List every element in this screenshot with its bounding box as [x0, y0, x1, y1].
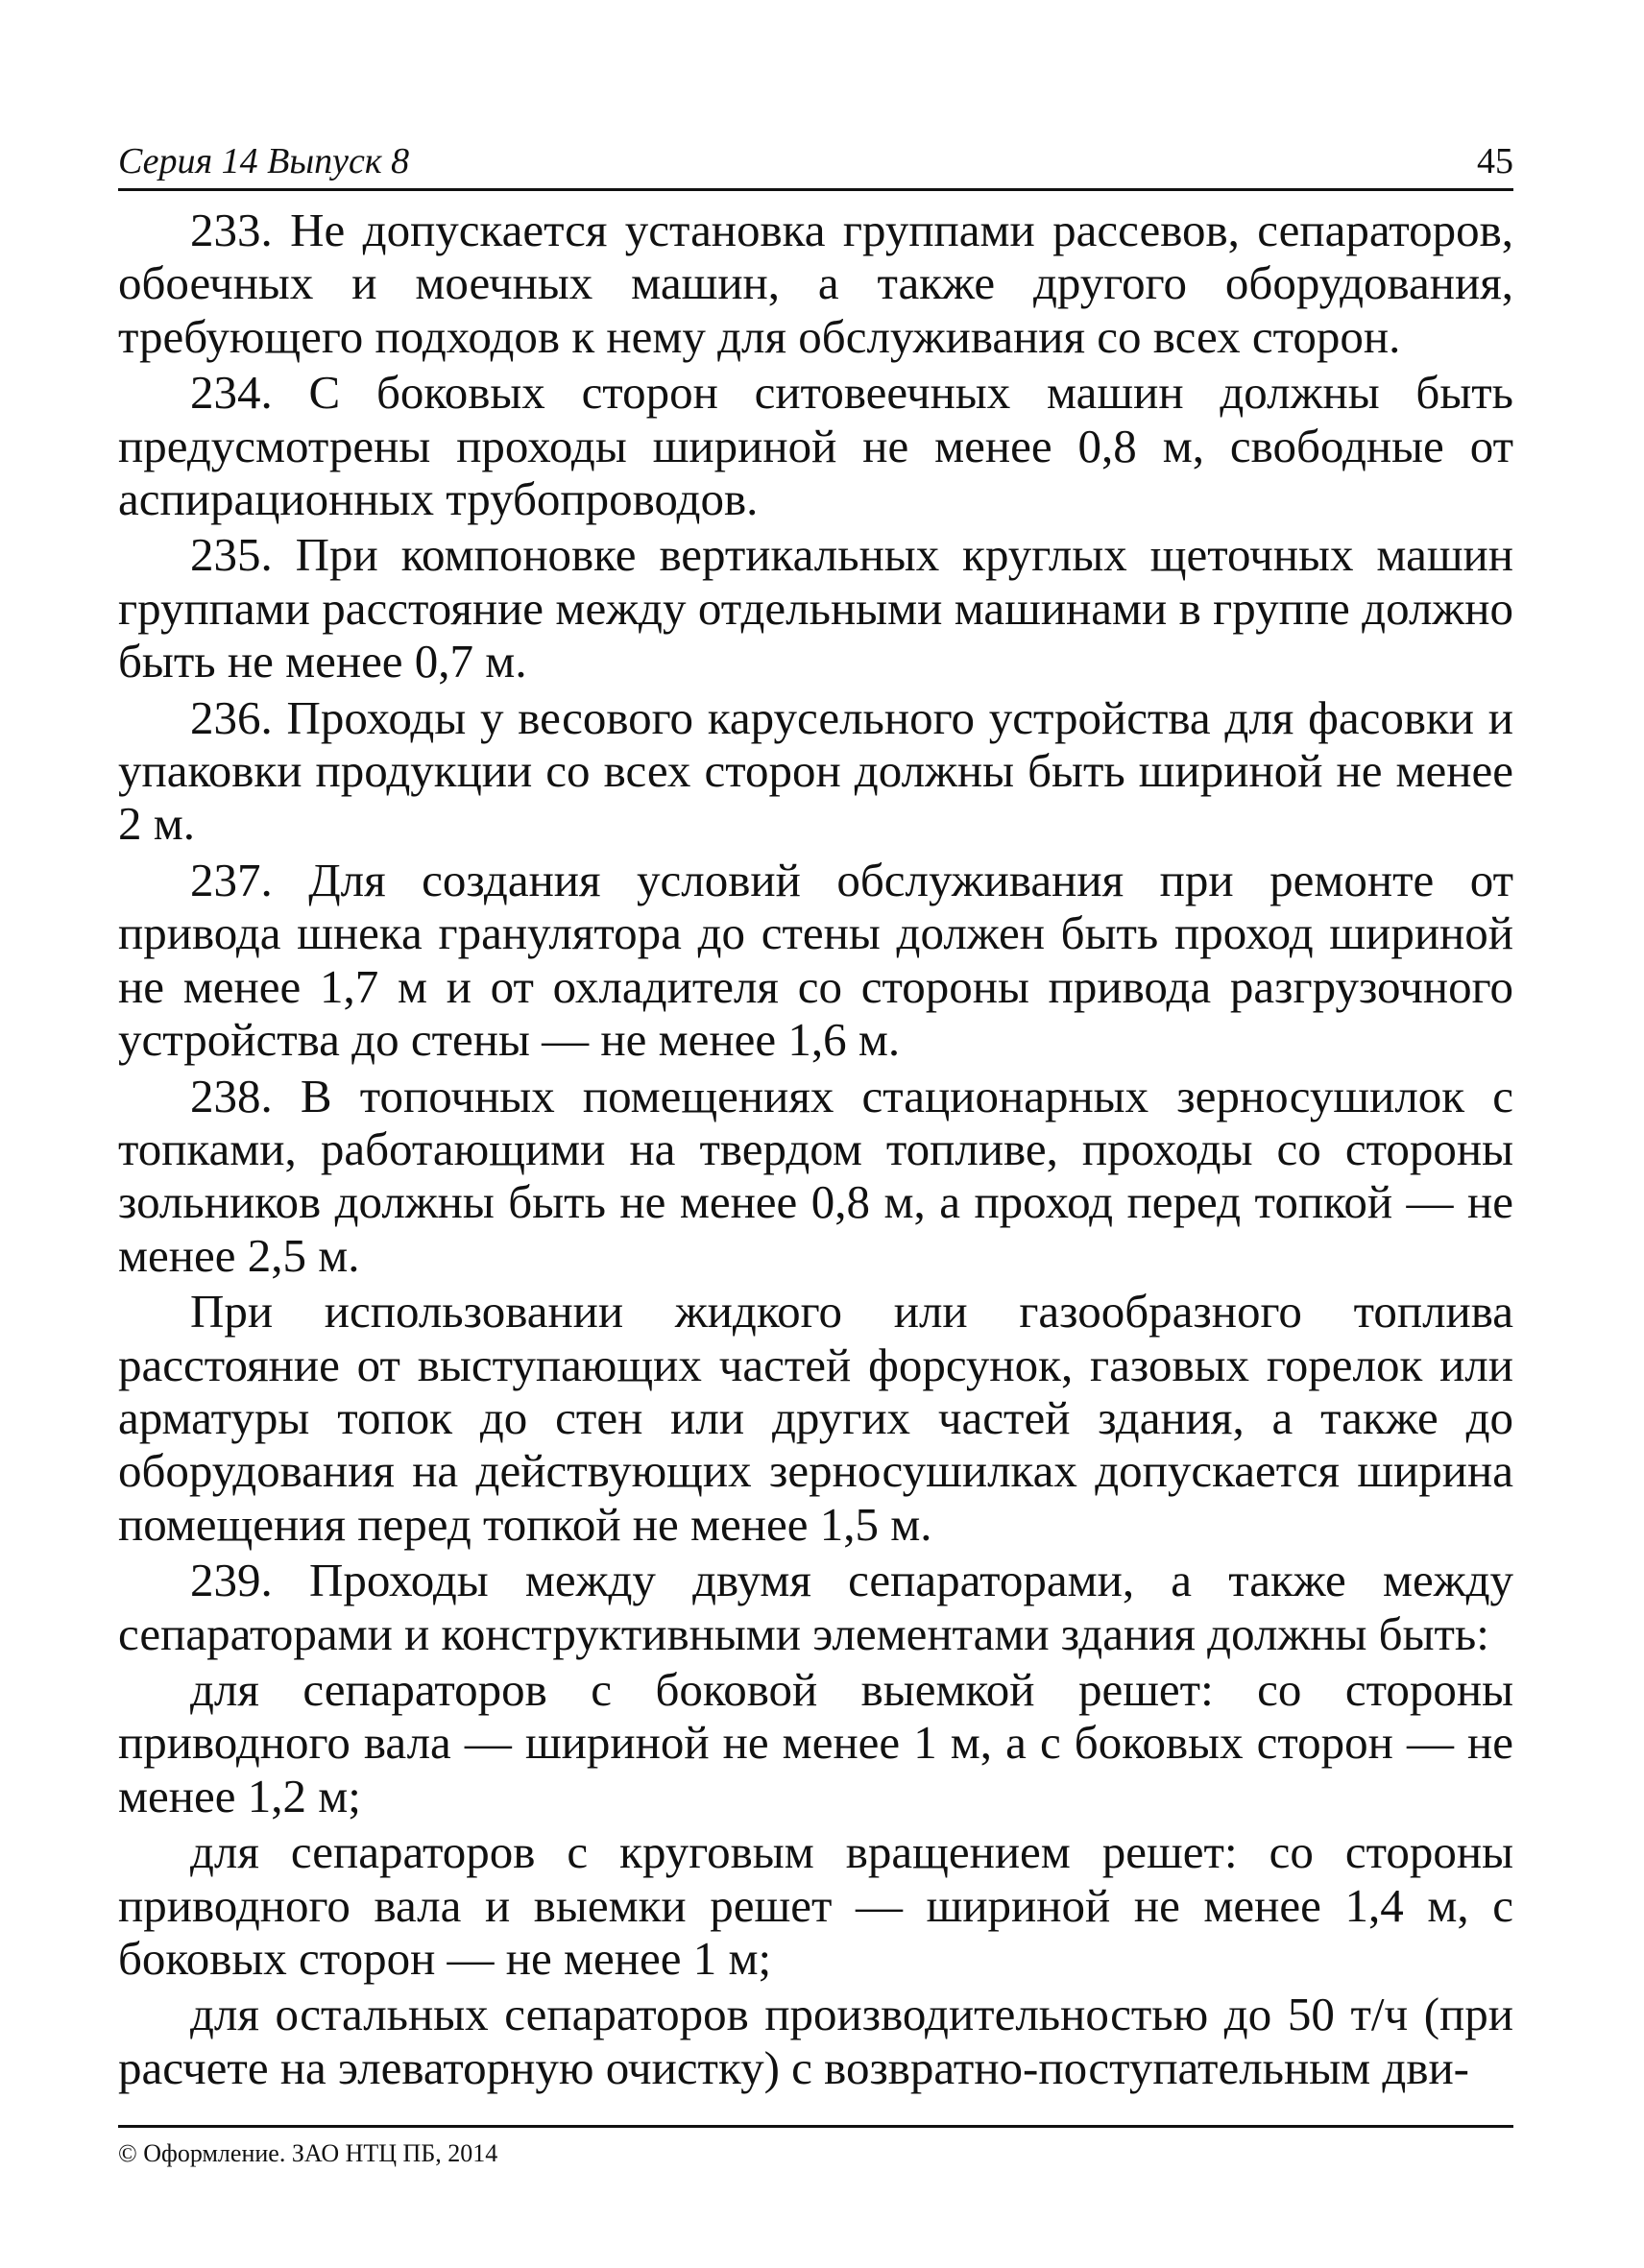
paragraph-238: 238. В топочных помещениях стационарных зерносушилок с топками, работающими на твердом топливе, проходы со стороны зольников должны быть не менее 0,8 м, а проход перед топкой — не менее 2,5 м. — [118, 1069, 1513, 1282]
paragraph-236: 236. Проходы у весового карусельного устройства для фасовки и упаковки продукции со всех сторон должны быть шириной не менее 2 м. — [118, 690, 1513, 851]
paragraph-237: 237. Для создания условий обслуживания при ремонте от привода шнека гранулятора до стены должен быть проход шириной не менее 1,7 м и от охладителя со стороны привода разгрузочного устройства до стены — не менее 1,6 м. — [118, 853, 1513, 1067]
list-item-other-separators: для остальных сепараторов производительностью до 50 т/ч (при расчете на элеваторную очистку) с возвратно-поступательным дви- — [118, 1988, 1513, 2094]
paragraph-238-fuel: При использовании жидкого или газообразного топлива расстояние от выступающих частей форсунок, газовых горелок или арматуры топок до стен или других частей здания, а также до оборудования на действующих зерносушилках допускается ширина помещения перед топкой не менее 1,5 м. — [118, 1285, 1513, 1551]
page-footer — [118, 2125, 1513, 2168]
list-item-circular-rotation: для сепараторов с круговым вращением решет: со стороны приводного вала и выемки решет — шириной не менее 1,4 м, с боковых сторон — не менее 1 м; — [118, 1825, 1513, 1985]
paragraph-235: 235. При компоновке вертикальных круглых щеточных машин группами расстояние между отдельными машинами в группе должно быть не менее 0,7 м. — [118, 528, 1513, 688]
copyright-notice: © Оформление. ЗАО НТЦ ПБ, 2014 — [118, 2139, 498, 2167]
paragraph-234: 234. С боковых сторон ситовеечных машин должны быть предусмотрены проходы шириной не менее 0,8 м, свободные от аспирационных трубопроводов. — [118, 366, 1513, 526]
page-header — [118, 141, 1513, 191]
list-item-side-removal: для сепараторов с боковой выемкой решет: со стороны приводного вала — шириной не менее 1 м, а с боковых сторон — не менее 1,2 м; — [118, 1662, 1513, 1822]
paragraph-233: 233. Не допускается установка группами рассевов, сепараторов, обоечных и моечных машин, а также другого оборудования, требующего подходов к нему для обслуживания со всех сторон. — [118, 204, 1513, 363]
page-number: 45 — [1477, 141, 1513, 181]
series-title: Серия 14 Выпуск 8 — [118, 141, 410, 181]
page-body — [118, 204, 1513, 2097]
paragraph-239: 239. Проходы между двумя сепараторами, а также между сепараторами и конструктивными элементами здания должны быть: — [118, 1554, 1513, 1660]
